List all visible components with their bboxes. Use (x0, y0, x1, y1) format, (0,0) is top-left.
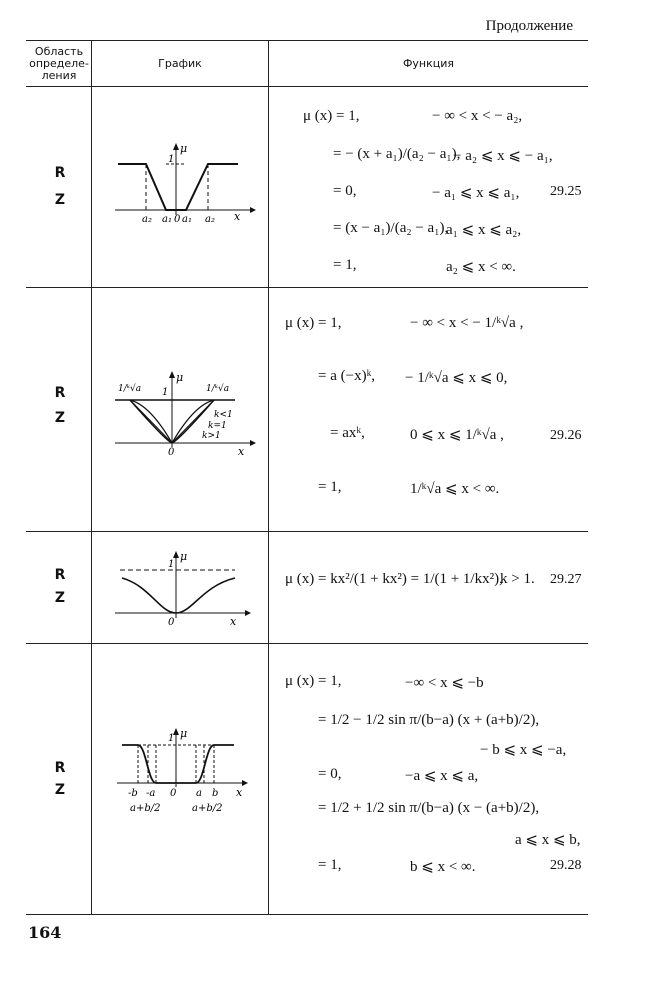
row2-line4-cond: 1/ᵏ√a ⩽ x < ∞. (410, 481, 500, 497)
row2-line3-expr: = axᵏ, (330, 425, 365, 441)
graph4-one-label: 1 (168, 733, 175, 744)
graph2-zero: 0 (168, 447, 175, 458)
graph4-tick-b: b (212, 788, 219, 799)
domain-R-2: R (54, 385, 66, 401)
row4-line2-expr: = 1/2 − 1/2 sin π/(b−a) (x + (a+b)/2), (318, 712, 540, 728)
row1-equation-number: 29.25 (550, 184, 582, 199)
row2-line3-cond: 0 ⩽ x ⩽ 1/ᵏ√a , (410, 427, 504, 443)
header-function: Функция (402, 57, 455, 70)
row-divider-1 (26, 287, 588, 288)
row2-equation-number: 29.26 (550, 428, 582, 443)
row3-equation-number: 29.27 (550, 572, 582, 587)
row-divider-2 (26, 531, 588, 532)
table-top-rule (26, 40, 588, 41)
graph1-one-label: 1 (168, 154, 175, 165)
domain-Z-2: Z (54, 410, 66, 426)
graph4-tick-neg-b: -b (128, 788, 138, 799)
graph-29-25 (110, 140, 260, 230)
row4-line3-cond: −a ⩽ x ⩽ a, (405, 768, 479, 784)
graph-29-27 (110, 548, 260, 628)
graph2-x-label: x (238, 445, 245, 458)
row4-line1-expr: μ (x) = 1, (285, 673, 342, 689)
table-bottom-rule (26, 914, 588, 915)
graph1-tick-a2-right: a₂ (205, 214, 215, 225)
graph1-tick-a1-right: a₁ (182, 214, 192, 225)
row4-line4-expr: = 1/2 + 1/2 sin π/(b−a) (x − (a+b)/2), (318, 800, 540, 816)
graph4-mu-label: μ (180, 727, 188, 740)
row1-line3-cond: − a₁ ⩽ x ⩽ a₁, (432, 185, 520, 201)
row1-line1-cond: − ∞ < x < − a₂, (432, 108, 523, 124)
row-divider-3 (26, 643, 588, 644)
row4-line3-expr: = 0, (318, 766, 342, 782)
row2-line4-expr: = 1, (318, 479, 342, 495)
row1-line2-expr: = − (x + a₁)/(a₂ − a₁), (333, 146, 461, 162)
row1-line1-expr: μ (x) = 1, (303, 108, 360, 124)
row1-line4-expr: = (x − a₁)/(a₂ − a₁), (333, 220, 449, 236)
continuation-label: Продолжение (485, 18, 573, 34)
row4-line2-cond: − b ⩽ x ⩽ −a, (480, 742, 567, 758)
domain-R-1: R (54, 165, 66, 181)
row1-line5-expr: = 1, (333, 257, 357, 273)
row1-line5-cond: a₂ ⩽ x < ∞. (446, 259, 516, 275)
graph3-zero: 0 (168, 617, 175, 628)
graph-29-26 (110, 365, 260, 460)
graph1-x-label: x (234, 210, 241, 223)
row2-line2-expr: = a (−x)ᵏ, (318, 368, 376, 384)
graph2-k-lt1: k<1 (214, 410, 233, 420)
graph1-tick-a2-left: a₂ (142, 214, 152, 225)
graph4-tick-neg-a: -a (146, 788, 156, 799)
graph3-mu-label: μ (180, 550, 188, 563)
graph1-mu-label: μ (180, 142, 188, 155)
graph1-tick-a1-left: a₁ (162, 214, 172, 225)
graph3-x-label: x (230, 615, 237, 628)
domain-R-3: R (54, 567, 66, 583)
graph2-mu-label: μ (176, 371, 184, 384)
graph4-mid-right: a+b/2 (192, 803, 223, 814)
graph2-k-gt1: k>1 (202, 431, 221, 441)
row4-line5-expr: = 1, (318, 857, 342, 873)
row1-line4-cond: a₁ ⩽ x ⩽ a₂, (446, 222, 522, 238)
column-divider-1 (91, 40, 92, 914)
row4-line4-cond: a ⩽ x ⩽ b, (515, 832, 581, 848)
graph2-right-label: 1/ᵏ√a (206, 384, 230, 394)
row3-line1-cond: k > 1. (500, 571, 535, 587)
row3-line1-expr: μ (x) = kx²/(1 + kx²) = 1/(1 + 1/kx²), (285, 571, 503, 587)
graph2-left-label: 1/ᵏ√a (118, 384, 142, 394)
graph4-tick-a: a (196, 788, 202, 799)
domain-Z-3: Z (54, 590, 66, 606)
header-bottom-rule (26, 86, 588, 87)
row1-line2-cond: − a₂ ⩽ x ⩽ − a₁, (453, 148, 553, 164)
row2-line1-expr: μ (x) = 1, (285, 315, 342, 331)
row4-equation-number: 29.28 (550, 858, 582, 873)
graph1-tick-zero: 0 (174, 214, 181, 225)
row2-line1-cond: − ∞ < x < − 1/ᵏ√a , (410, 315, 524, 331)
header-graph: График (158, 57, 202, 70)
graph4-tick-zero: 0 (170, 788, 177, 799)
header-domain: Область определе- ления (29, 45, 89, 82)
row1-line3-expr: = 0, (333, 183, 357, 199)
row2-line2-cond: − 1/ᵏ√a ⩽ x ⩽ 0, (405, 370, 508, 386)
graph4-x-label: x (236, 786, 243, 799)
graph2-k-eq1: k=1 (208, 421, 227, 431)
graph2-one-label: 1 (162, 387, 169, 398)
domain-R-4: R (54, 760, 66, 776)
domain-Z-4: Z (54, 782, 66, 798)
row4-line1-cond: −∞ < x ⩽ −b (405, 675, 484, 691)
page-number: 164 (28, 923, 62, 942)
column-divider-2 (268, 40, 269, 914)
row4-line5-cond: b ⩽ x < ∞. (410, 859, 476, 875)
graph4-mid-left: a+b/2 (130, 803, 161, 814)
graph-29-28 (112, 725, 262, 830)
graph3-one-label: 1 (168, 559, 175, 570)
domain-Z-1: Z (54, 192, 66, 208)
